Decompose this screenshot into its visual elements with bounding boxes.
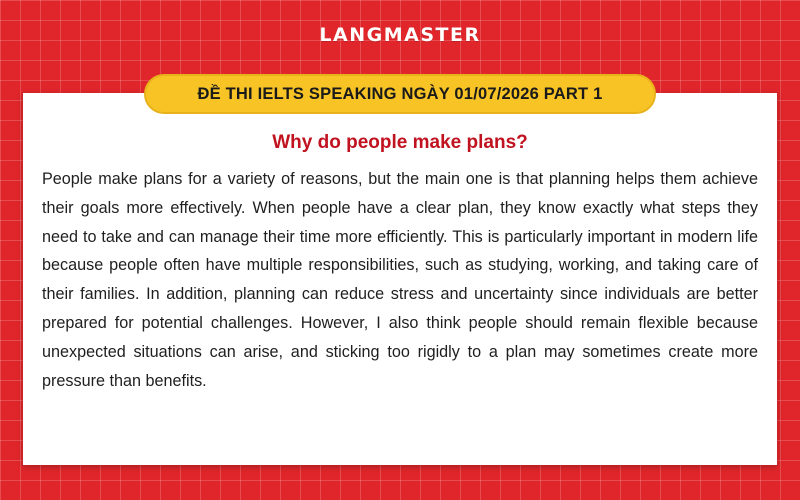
question-heading: Why do people make plans? [272,132,528,153]
sample-answer: People make plans for a variety of reasons, but the main one is that planning helps them achieve their goals more effectively. When people have a clear plan, they know exactly what steps they need to take and can manage their time more efficiently. This is particularly important in modern life because people often have multiple responsibilities, such as studying, working, and taking care of their families. In addition, planning can reduce stress and uncertainty since individuals are better prepared for potential challenges. However, I also think people should remain flexible because unexpected situations can arise, and sticking too rigidly to a plan may sometimes create more pressure than benefits. [42,170,758,390]
exam-title-banner [144,74,656,114]
exam-title: ĐỀ THI IELTS SPEAKING NGÀY 01/07/2026 PART 1 [197,84,603,103]
langmaster-logo: LANGMASTER [319,24,481,46]
